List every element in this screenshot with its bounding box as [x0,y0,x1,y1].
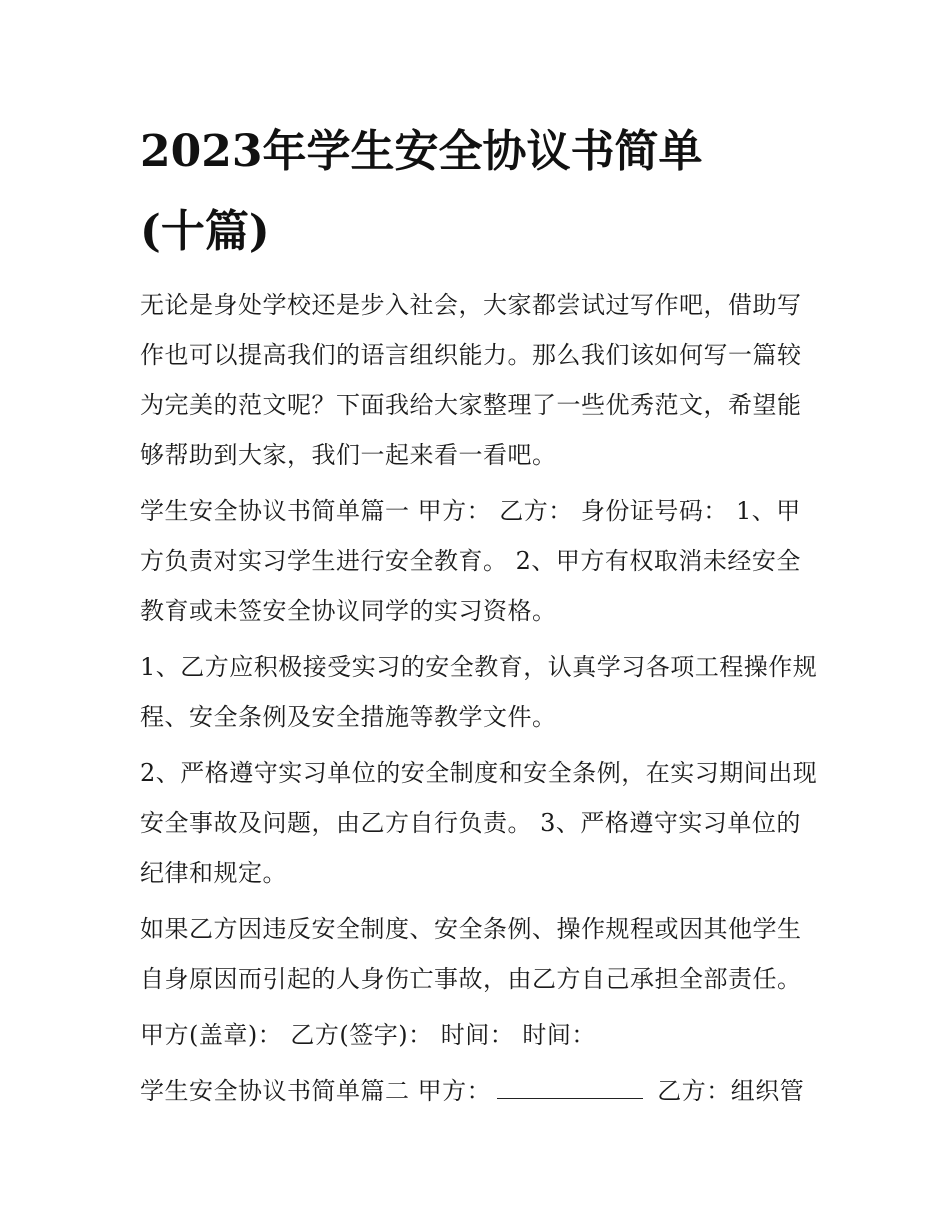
agreement-two-end: 乙方：组织管 [649,1077,805,1105]
title-line-1: 2023年学生安全协议书简单 [140,126,703,177]
blank-underline [497,1078,643,1099]
intro-paragraph: 无论是身处学校还是步入社会，大家都尝试过写作吧，借助写作也可以提高我们的语言组织能力。那么我们该如何写一篇较为完美的范文呢？下面我给大家整理了一些优秀范文，希望能够帮助到大家，我们一起来看一看吧。 [140,291,802,469]
title-line-2: (十篇) [140,206,270,257]
agreement-two-paragraph [140,1066,820,1116]
agreement-one-paragraph: 学生安全协议书简单篇一 甲方： 乙方： 身份证号码： 1、甲方负责对实习学生进行安全教育。 2、甲方有权取消未经安全教育或未签安全协议同学的实习资格。 [140,497,801,625]
liability-paragraph: 如果乙方因违反安全制度、安全条例、操作规程或因其他学生自身原因而引起的人身伤亡事故，由乙方自己承担全部责任。 [140,915,802,993]
clause-1-paragraph: 1、乙方应积极接受实习的安全教育，认真学习各项工程操作规程、安全条例及安全措施等教学文件。 [140,653,818,731]
document-title [140,112,820,272]
agreement-two-start: 学生安全协议书简单篇二 甲方： [140,1077,492,1105]
signature-line: 甲方(盖章)： 乙方(签字)： 时间： 时间： [140,1021,596,1049]
clause-2-paragraph: 2、严格遵守实习单位的安全制度和安全条例，在实习期间出现安全事故及问题，由乙方自行负责。 3、严格遵守实习单位的纪律和规定。 [140,759,818,887]
document-page [140,112,820,1122]
